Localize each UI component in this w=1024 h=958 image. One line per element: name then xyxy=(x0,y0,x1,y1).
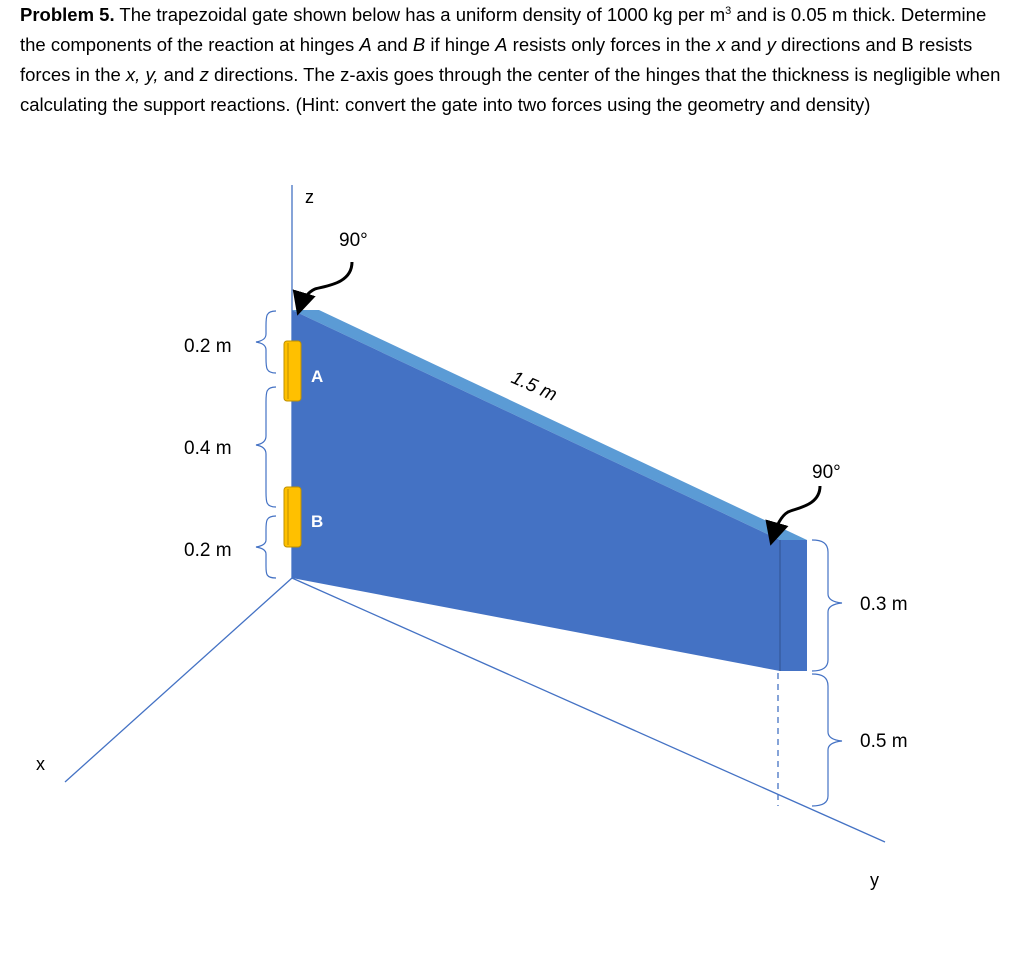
brace-left-top xyxy=(256,311,276,373)
problem-hinge-a-2: A xyxy=(495,34,508,55)
angle-arrow-top-left xyxy=(299,262,352,310)
problem-text-4: if hinge xyxy=(425,34,496,55)
problem-text-2: and is 0.05 m thick. Determine the components of the reaction at hinges xyxy=(20,4,987,55)
problem-text-7: directions and B resists forces in the xyxy=(20,34,973,85)
problem-hinge-b: B xyxy=(412,34,426,55)
dim-right-gap: 0.5 m xyxy=(860,731,908,752)
brace-right-gate xyxy=(812,540,842,671)
hinge-b xyxy=(284,487,301,547)
problem-var-y: y xyxy=(766,34,776,55)
problem-var-xyz: x, y, xyxy=(125,64,159,85)
axis-y-label: y xyxy=(870,870,879,890)
problem-hinge-a: A xyxy=(359,34,372,55)
problem-text-3: and xyxy=(371,34,413,55)
axis-z-label: z xyxy=(305,187,314,207)
brace-left-bot xyxy=(256,516,276,578)
angle-top-left: 90° xyxy=(339,230,368,251)
problem-text-8: and xyxy=(158,64,200,85)
dim-left-top: 0.2 m xyxy=(184,336,232,357)
problem-var-x: x xyxy=(716,34,726,55)
problem-text-1: The trapezoidal gate shown below has a uniform density of 1000 kg per m xyxy=(114,4,726,25)
dim-left-bot: 0.2 m xyxy=(184,540,232,561)
hinge-b-label: B xyxy=(311,512,324,531)
brace-left-mid xyxy=(256,387,276,507)
gate-end-face xyxy=(780,540,807,671)
gate-face xyxy=(292,310,780,671)
top-length-label: 1.5 m xyxy=(507,367,560,406)
dim-left-mid: 0.4 m xyxy=(184,438,232,459)
problem-text-5: resists only forces in the xyxy=(507,34,717,55)
problem-superscript: 3 xyxy=(725,5,732,17)
problem-label: Problem 5. xyxy=(20,4,115,25)
problem-var-z: z xyxy=(199,64,209,85)
hinge-a xyxy=(284,341,301,401)
problem-text-6: and xyxy=(725,34,767,55)
dim-right-gate: 0.3 m xyxy=(860,594,908,615)
axis-x-label: x xyxy=(36,754,45,774)
angle-top-right: 90° xyxy=(812,462,841,483)
hinge-a-label: A xyxy=(311,367,324,386)
problem-text-9: directions. The z-axis goes through the center of the hinges that the thickness is negligible when calculating the support reactions. (Hint: convert the gate into two forces using the geometry and density) xyxy=(20,64,1001,115)
brace-right-gap xyxy=(812,674,842,806)
x-axis-line xyxy=(65,578,292,782)
